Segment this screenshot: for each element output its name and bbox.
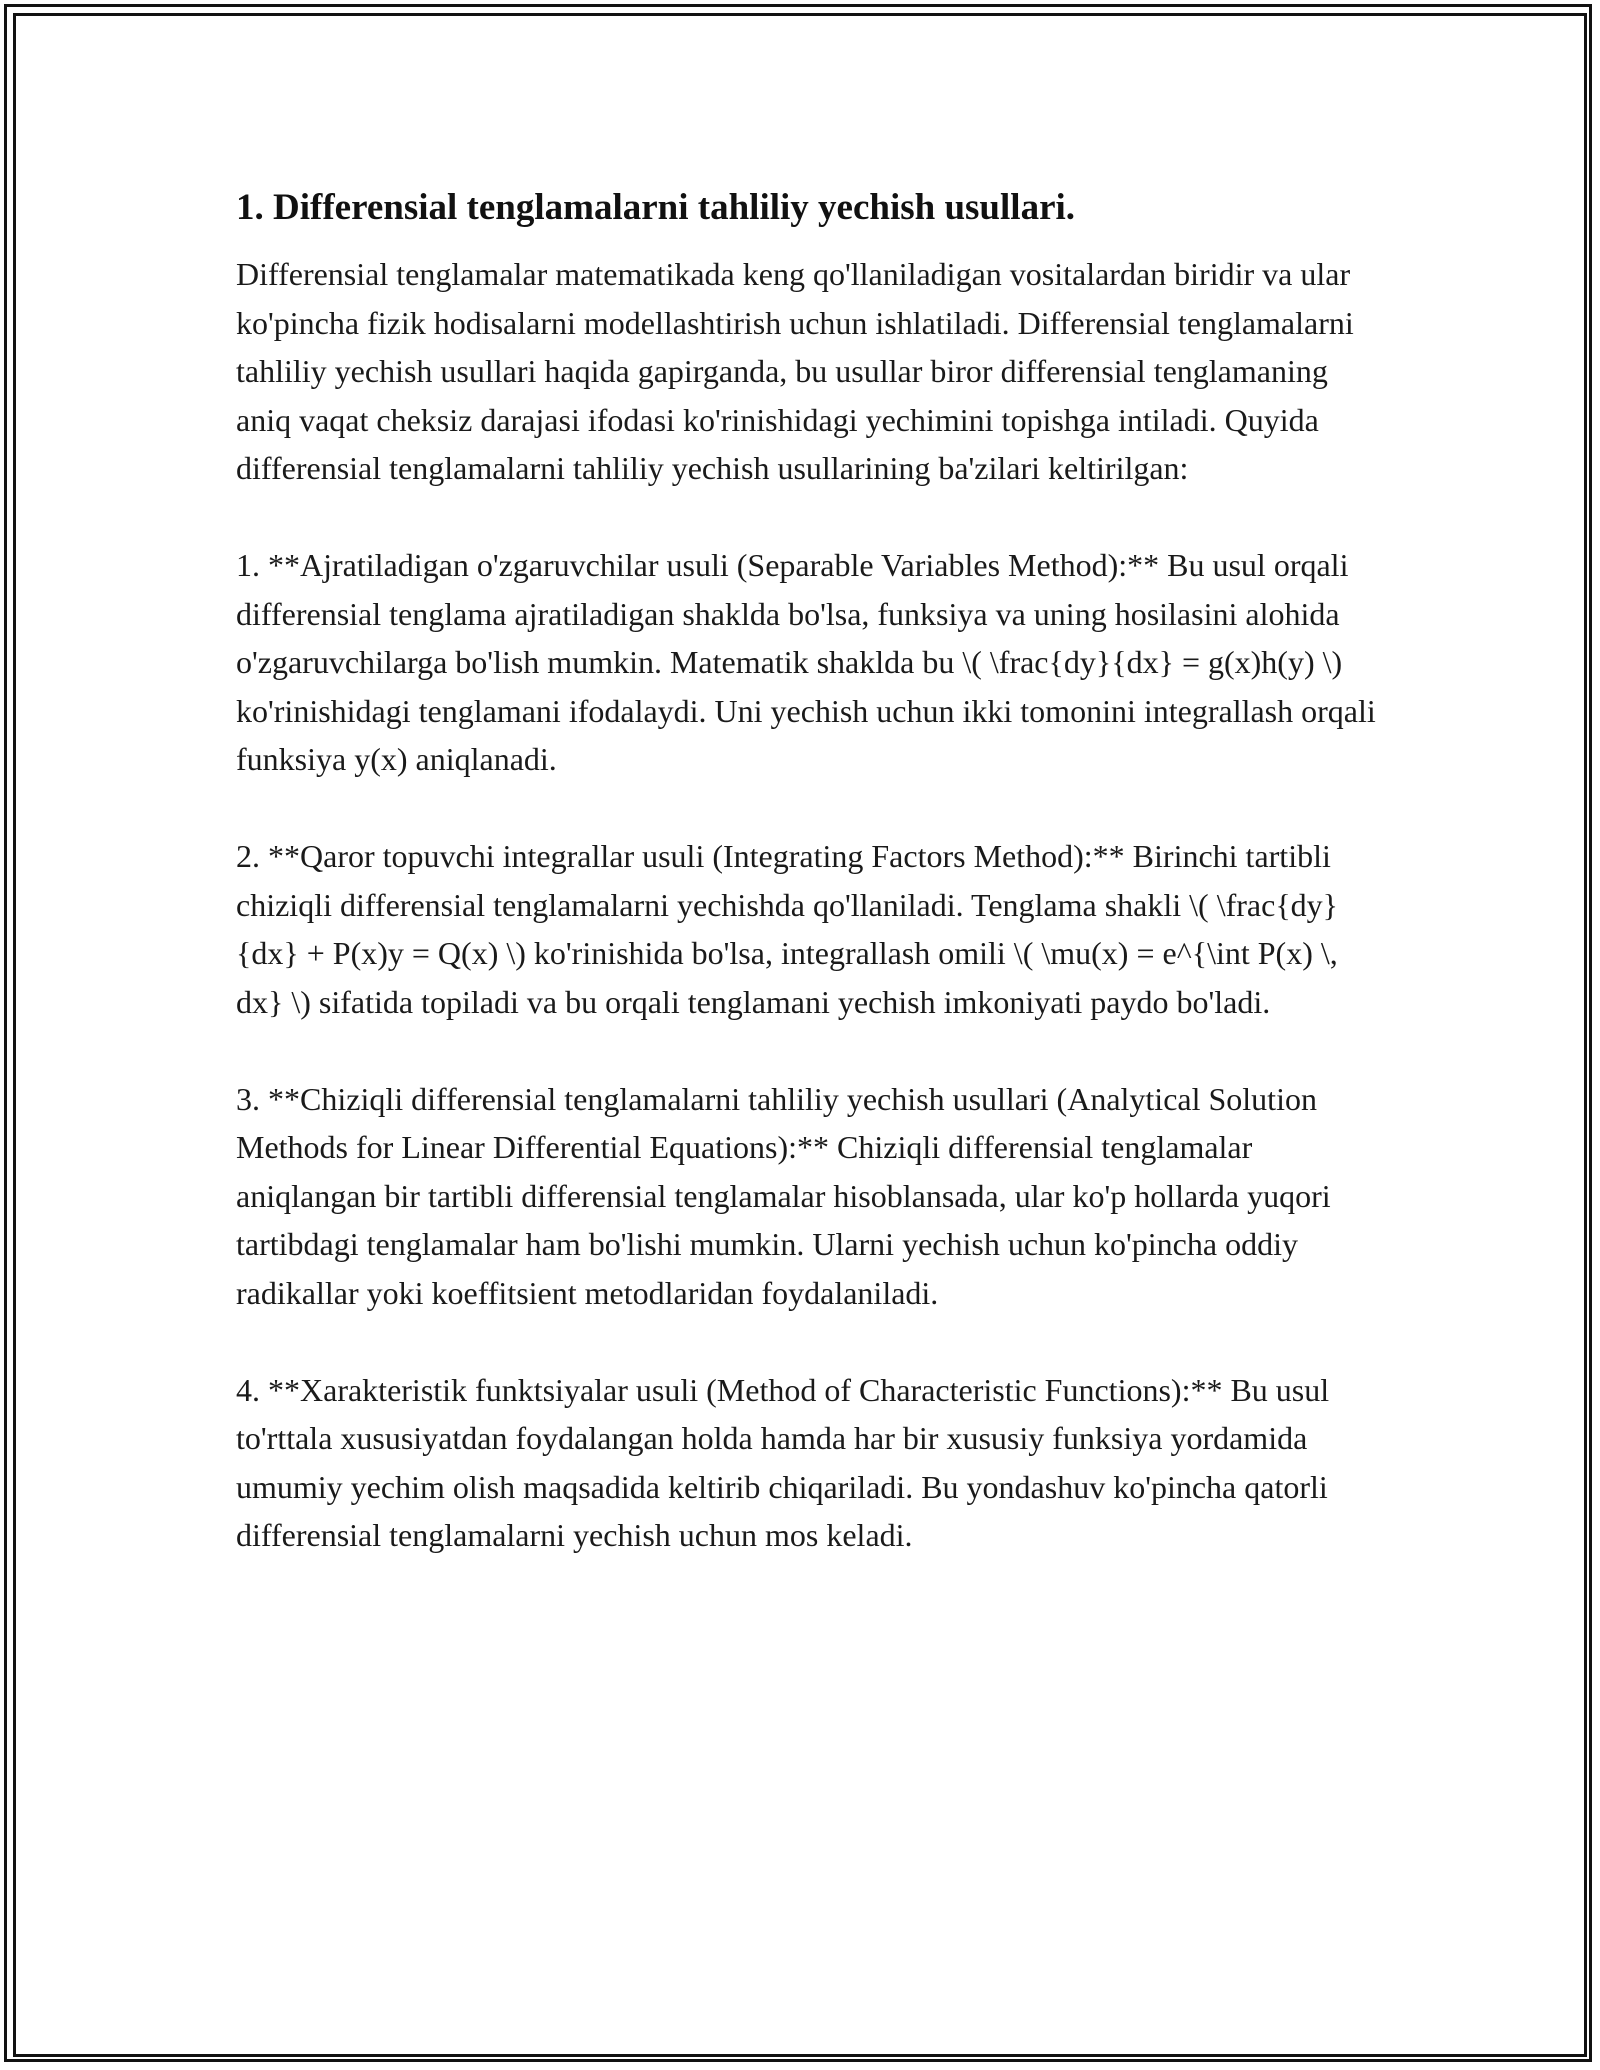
method-1-paragraph: 1. **Ajratiladigan o'zgaruvchilar usuli (Separable Variables Method):** Bu usul orqali differensial tenglama ajratiladigan shaklda bo'lsa, funksiya va uning hosilasini alohida o'zgaruvchilarga bo'lish mumkin. Matematik shaklda bu \( \frac{dy}{dx} = g(x)h(y) \) ko'rinishidagi tenglamani ifodalaydi. Uni yechish uchun ikki tomonini integrallash orqali funksiya y(x) aniqlanadi. <box>236 547 1376 778</box>
method-2-paragraph: 2. **Qaror topuvchi integrallar usuli (Integrating Factors Method):** Birinchi tartibli chiziqli differensial tenglamalarni yechishda qo'llaniladi. Tenglama shakli \( \frac{dy}{dx} + P(x)y = Q(x) \) ko'rinishida bo'lsa, integrallash omili \( \mu(x) = e^{\int P(x) \, dx} \) sifatida topiladi va bu orqali tenglamani yechish imkoniyati paydo bo'ladi. <box>236 838 1339 1020</box>
intro-paragraph: Differensial tenglamalar matematikada keng qo'llaniladigan vositalardan biridir va ular ko'pincha fizik hodisalarni modellashtirish uchun ishlatiladi. Differensial tenglamalarni tahliliy yechish usullari haqida gapirganda, bu usullar biror differensial tenglamaning aniq vaqat cheksiz darajasi ifodasi ko'rinishidagi yechimini topishga intiladi. Quyida differensial tenglamalarni tahliliy yechish usullarining ba'zilari keltirilgan: <box>236 256 1354 487</box>
document-body <box>236 186 1386 1608</box>
method-3-paragraph: 3. **Chiziqli differensial tenglamalarni tahliliy yechish usullari (Analytical Solution Methods for Linear Differential Equations):** Chiziqli differensial tenglamalar aniqlangan bir tartibli differensial tenglamalar hisoblansada, ular ko'p hollarda yuqori tartibdagi tenglamalar ham bo'lishi mumkin. Ularni yechish uchun ko'pincha oddiy radikallar yoki koeffitsient metodlaridan foydalaniladi. <box>236 1080 1331 1311</box>
document-title: 1. Differensial tenglamalarni tahliliy yechish usullari. <box>236 187 1076 228</box>
method-4-paragraph: 4. **Xarakteristik funktsiyalar usuli (Method of Characteristic Functions):** Bu usul to'rttala xususiyatdan foydalangan holda hamda har bir xususiy funksiya yordamida umumiy yechim olish maqsadida keltirib chiqariladi. Bu yondashuv ko'pincha qatorli differensial tenglamalarni yechish uchun mos keladi. <box>236 1371 1330 1554</box>
